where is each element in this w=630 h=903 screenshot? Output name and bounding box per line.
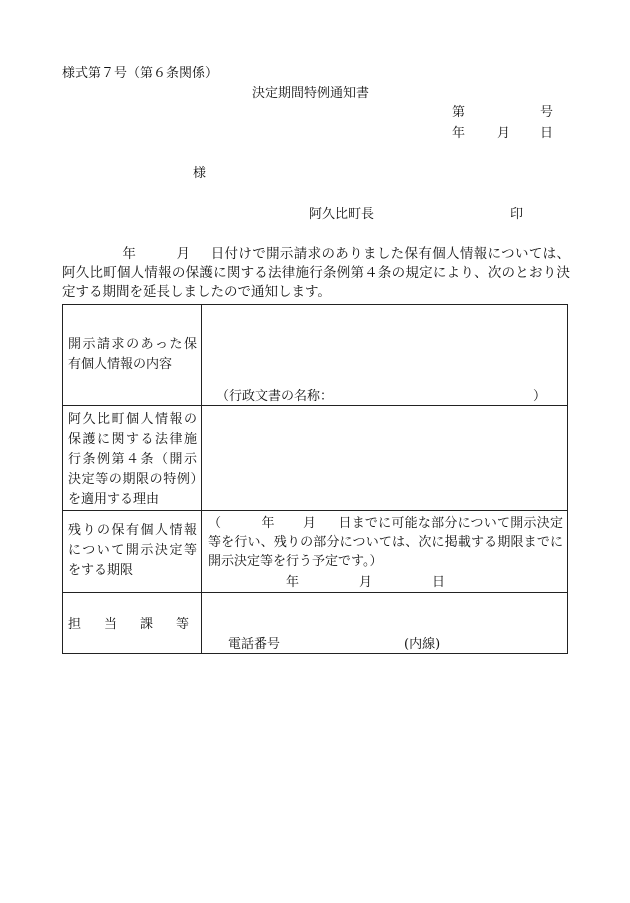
body-date-year: 年 (122, 246, 137, 262)
note-close-paren: ） (532, 389, 546, 404)
notice-body (62, 245, 570, 302)
table-row (63, 511, 568, 593)
table-row (63, 593, 568, 654)
table-row (63, 406, 568, 511)
document-title: 決定期間特例通知書 (252, 86, 370, 101)
content-cell (202, 305, 568, 406)
table-row (63, 305, 568, 406)
date-day: 日 (540, 126, 554, 141)
body-text: 日付けで開示請求のありました保有個人情報については、阿久比町個人情報の保護に関する法律施行条例第４条の規定により、次のとおり決定する期間を延長しましたので通知します。 (62, 246, 571, 300)
doc-number-prefix: 第 (452, 105, 466, 120)
body-date-month: 月 (176, 246, 191, 262)
deadline-cell (202, 511, 568, 593)
issuer-name: 阿久比町長 (309, 207, 375, 222)
document-name-note (216, 385, 546, 404)
row-label-content: 開示請求のあった保有個人情報の内容 (63, 305, 202, 406)
row-label-deadline: 残りの保有個人情報について開示決定等をする期限 (63, 511, 202, 593)
issuer-seal: 印 (510, 207, 524, 222)
date-year: 年 (452, 126, 466, 141)
document-name-label: （行政文書の名称： (216, 389, 334, 404)
addressee-suffix: 様 (193, 166, 207, 181)
deadline-month: 月 (359, 575, 373, 590)
row-label-department: 担 当 課 等 (63, 593, 202, 654)
date-month: 月 (497, 126, 511, 141)
phone-label: 電話番号 (228, 637, 281, 652)
deadline-day: 日 (432, 575, 446, 590)
reason-cell (202, 406, 568, 511)
row-label-reason: 阿久比町個人情報の保護に関する法律施行条例第４条（開示決定等の期限の特例）を適用する理由 (63, 406, 202, 511)
doc-number-suffix: 号 (540, 105, 554, 120)
deadline-year: 年 (286, 575, 300, 590)
department-cell (202, 593, 568, 654)
form-number: 様式第７号（第６条関係） (62, 66, 219, 81)
deadline-text: （ 年 月 日までに可能な部分について開示決定等を行い、残りの部分については、次に掲載する期限までに開示決定等を行う予定です。） (208, 516, 563, 569)
notice-table (62, 304, 568, 654)
extension-label: (内線) (404, 637, 441, 652)
